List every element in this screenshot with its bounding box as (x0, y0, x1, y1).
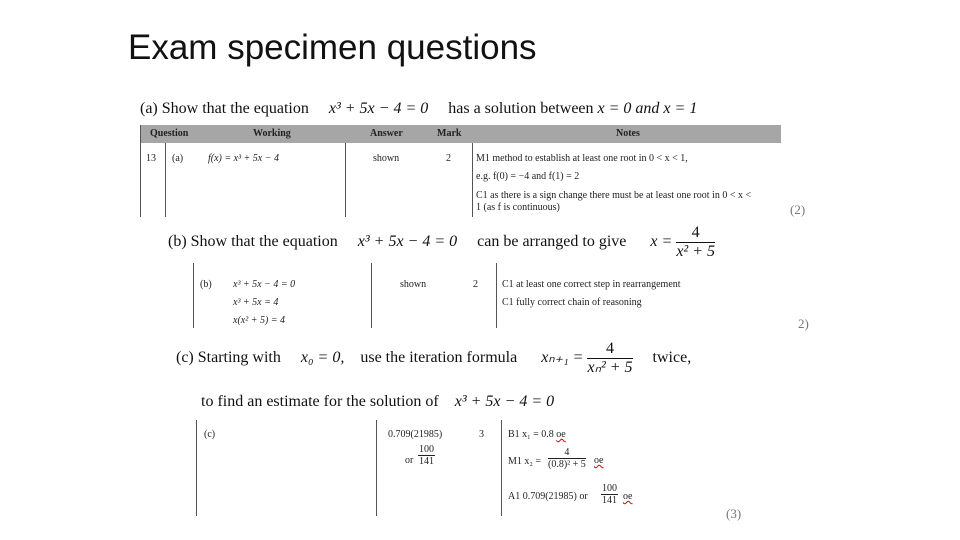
scheme-c-b1-oe: oe (556, 429, 566, 440)
scheme-b-mark: 2 (473, 279, 478, 290)
question-c (176, 338, 691, 378)
table-b-divider (371, 263, 372, 328)
question-a-equation: x³ + 5x − 4 = 0 (328, 100, 429, 117)
table-b-border (193, 263, 194, 328)
scheme-c-answer-fraction (418, 444, 435, 467)
scheme-a-note: M1 method to establish at least one root in 0 < x < 1, (476, 153, 688, 164)
question-b-denominator: x² + 5 (676, 242, 716, 260)
scheme-a-note: 1 (as f is continuous) (476, 202, 560, 213)
scheme-b-answer: shown (400, 279, 427, 290)
scheme-b-part: (b) (200, 279, 212, 290)
scheme-c-m1: M1 x₂ = (508, 456, 542, 467)
question-b-fraction (676, 224, 715, 261)
header-working: Working (253, 128, 291, 139)
scheme-c-answer-den: 141 (419, 456, 434, 467)
markscheme-header (140, 125, 781, 143)
scheme-c-answer: 0.709(21985) (388, 429, 443, 440)
table-c-divider (501, 420, 502, 516)
scheme-c-a1-den: 141 (602, 495, 617, 506)
marks-b: 2) (798, 316, 809, 331)
table-a-divider (472, 143, 473, 217)
question-a (140, 100, 697, 118)
scheme-a-answer: shown (373, 153, 400, 164)
table-b-divider (496, 263, 497, 328)
question-b-equation: x³ + 5x − 4 = 0 (357, 233, 458, 250)
table-c-border (196, 420, 197, 516)
scheme-a-note: C1 as there is a sign change there must be at least one root in 0 < x < (476, 190, 752, 201)
question-b-suffix: can be arranged to give (477, 233, 627, 250)
scheme-a-note: e.g. f(0) = −4 and f(1) = 2 (476, 171, 580, 182)
header-mark: Mark (437, 128, 462, 139)
scheme-c-m1-oe: oe (594, 455, 604, 466)
question-c-denominator: xₙ² + 5 (587, 358, 633, 376)
marks-a: (2) (790, 202, 806, 217)
question-c-suffix: twice, (652, 349, 692, 366)
scheme-c-a1-num: 100 (602, 483, 617, 494)
question-b (168, 222, 715, 262)
question-b-lhs: x = (650, 233, 673, 250)
scheme-c-mark: 3 (479, 429, 484, 440)
question-b-prefix: (b) Show that the equation (168, 233, 338, 250)
question-c-mid: use the iteration formula (360, 349, 518, 366)
question-a-prefix: (a) Show that the equation (140, 100, 309, 117)
question-a-range: x = 0 and x = 1 (597, 100, 698, 117)
question-c-x0: x₀ = 0, (300, 349, 345, 366)
scheme-c-answer-num: 100 (419, 444, 434, 455)
scheme-a-working: f(x) = x³ + 5x − 4 (208, 153, 279, 164)
scheme-b-working: x³ + 5x = 4 (233, 297, 279, 308)
scheme-c-m1-fraction (548, 447, 586, 470)
scheme-b-note: C1 fully correct chain of reasoning (502, 297, 642, 308)
scheme-b-working: x(x² + 5) = 4 (233, 315, 286, 326)
question-c-prefix: (c) Starting with (176, 349, 281, 366)
question-b-numerator: 4 (676, 224, 715, 243)
question-a-suffix: has a solution between (448, 100, 594, 117)
table-a-divider (165, 143, 166, 217)
scheme-b-note: C1 at least one correct step in rearrangement (502, 279, 681, 290)
table-c-divider (376, 420, 377, 516)
scheme-a-part: (a) (172, 153, 184, 164)
header-question: Question (150, 128, 189, 139)
scheme-a-qnum: 13 (146, 153, 156, 164)
table-a-border (140, 125, 141, 217)
scheme-c-b1-text: B1 x₁ = 0.8 (508, 429, 554, 440)
scheme-c-part: (c) (204, 429, 216, 440)
question-c-numerator: 4 (587, 340, 632, 359)
scheme-c-a1-fraction (601, 483, 618, 506)
question-c-line2 (201, 393, 554, 411)
question-c-lhs: xₙ₊₁ = (541, 349, 584, 366)
scheme-c-m1-den: (0.8)² + 5 (548, 459, 586, 470)
scheme-a-mark: 2 (446, 153, 451, 164)
question-c-line2-prefix: to find an estimate for the solution of (201, 393, 439, 410)
scheme-b-working: x³ + 5x − 4 = 0 (233, 279, 296, 290)
question-c-line2-equation: x³ + 5x − 4 = 0 (454, 393, 555, 410)
scheme-c-answer-or: or (405, 455, 414, 466)
scheme-c-a1-oe: oe (623, 491, 633, 502)
table-a-divider (345, 143, 346, 217)
marks-c: (3) (726, 506, 742, 521)
scheme-c-a1: A1 0.709(21985) or (508, 491, 588, 502)
question-c-fraction (587, 340, 632, 377)
page-title: Exam specimen questions (128, 28, 537, 67)
header-notes: Notes (616, 128, 640, 139)
header-answer: Answer (370, 128, 403, 139)
scheme-c-m1-num: 4 (548, 447, 586, 459)
scheme-c-b1 (508, 429, 566, 440)
